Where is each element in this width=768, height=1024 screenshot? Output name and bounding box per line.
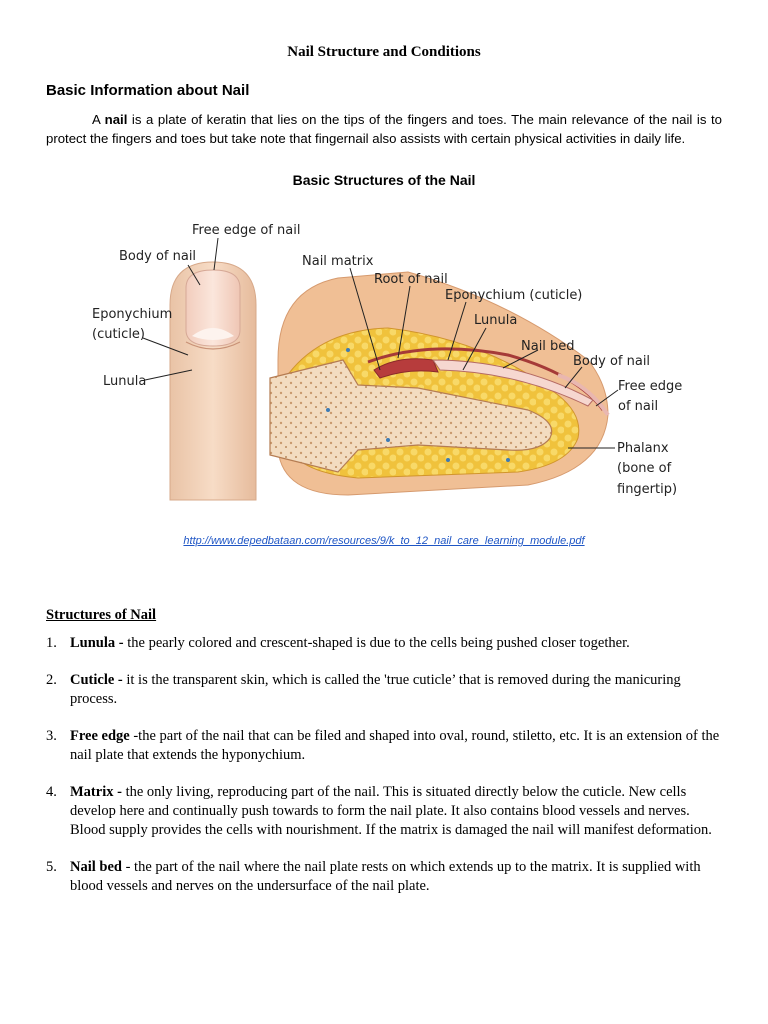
- list-item-text: - the part of the nail where the nail plate rests on which extends up to the matrix. It is supplied with blood vessels and nerves on the undersurface of the nail plate.: [70, 859, 701, 894]
- label-free-edge-line2: of nail: [618, 399, 659, 414]
- list-item-number: 5.: [46, 859, 57, 875]
- list-item-term: Matrix -: [70, 784, 122, 800]
- section-heading: Basic Information about Nail: [46, 82, 250, 99]
- label-lunula-left: Lunula: [103, 374, 147, 389]
- label-free-edge-top: Free edge of nail: [192, 223, 301, 238]
- label-nail-bed: Nail bed: [521, 339, 575, 354]
- intro-paragraph: [46, 110, 722, 148]
- structures-list: [46, 634, 722, 914]
- list-item: [46, 634, 722, 653]
- figure-title: Basic Structures of the Nail: [292, 172, 476, 188]
- list-item-text: -the part of the nail that can be filed and shaped into oval, round, stiletto, etc. It is an extension of the nail plate that extends the hyponychium.: [70, 728, 720, 763]
- list-item: [46, 783, 722, 840]
- list-item: [46, 727, 722, 765]
- list-item-number: 3.: [46, 728, 57, 744]
- label-lunula-right: Lunula: [474, 313, 518, 328]
- label-phalanx-line1: Phalanx: [617, 441, 669, 456]
- label-eponychium-right: Eponychium (cuticle): [445, 288, 583, 303]
- list-item-text: the pearly colored and crescent-shaped is due to the cells being pushed closer together.: [123, 635, 630, 651]
- intro-before: A: [92, 112, 105, 127]
- intro-after: is a plate of keratin that lies on the tips of the fingers and toes. The main relevance of the nail is to protect the fingers and toes but take note that fingernail also assists with certain physical activities in daily life.: [46, 112, 722, 146]
- nail-diagram: [88, 210, 688, 510]
- list-item-text: the only living, reproducing part of the nail. This is situated directly below the cuticle. New cells develop here and continually push towards to form the nail plate. It also contains blood vessels and nerves. Blood supply provides the cells with nourishment. If the matrix is damaged the nail will manifest deformation.: [70, 784, 712, 838]
- label-phalanx-line3: fingertip): [617, 482, 678, 497]
- intro-bold-term: nail: [104, 112, 128, 127]
- label-phalanx-line2: (bone of: [617, 461, 672, 476]
- list-item: [46, 671, 722, 709]
- list-item-text: it is the transparent skin, which is called the 'true cuticle’ that is removed during the manicuring process.: [70, 672, 681, 707]
- label-nail-matrix: Nail matrix: [302, 254, 374, 269]
- nail-diagram-svg: [88, 210, 688, 510]
- list-item-term: Lunula -: [70, 635, 124, 651]
- finger-illustration: [170, 262, 256, 500]
- structures-heading: Structures of Nail: [46, 607, 157, 623]
- document-title: Nail Structure and Conditions: [287, 44, 481, 60]
- list-item-term: Nail bed: [70, 859, 122, 875]
- list-item-term: Free edge: [70, 728, 130, 744]
- label-root-of-nail: Root of nail: [374, 272, 448, 287]
- list-item-term: Cuticle -: [70, 672, 123, 688]
- label-eponychium-line1: Eponychium: [92, 307, 173, 322]
- list-item-number: 1.: [46, 635, 57, 651]
- list-item-number: 4.: [46, 784, 57, 800]
- cross-section-illustration: [270, 272, 608, 495]
- label-body-of-nail-right: Body of nail: [573, 354, 651, 369]
- label-body-of-nail-left: Body of nail: [119, 249, 197, 264]
- label-eponychium-line2: (cuticle): [92, 327, 145, 342]
- list-item: [46, 858, 722, 896]
- list-item-number: 2.: [46, 672, 57, 688]
- label-free-edge-line1: Free edge: [618, 379, 683, 394]
- source-link[interactable]: http://www.depedbataan.com/resources/9/k_to_12_nail_care_learning_module.pdf: [183, 535, 585, 547]
